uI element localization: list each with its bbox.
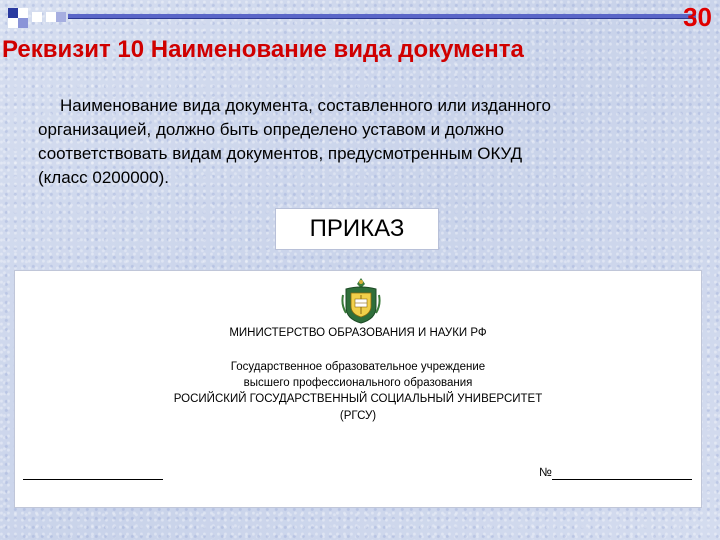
body-line: Наименование вида документа, составленного или изданного xyxy=(60,96,551,115)
accent-bar xyxy=(68,14,696,19)
institution-line: Государственное образовательное учреждение xyxy=(230,361,486,373)
corner-decoration xyxy=(8,8,68,28)
body-line: (класс 0200000). xyxy=(38,168,169,187)
number-field-line xyxy=(552,479,692,480)
institution-line: высшего профессионального образования xyxy=(243,377,473,389)
coat-of-arms-icon xyxy=(340,275,382,325)
body-paragraph xyxy=(38,94,658,190)
university-name: РОСИЙСКИЙ ГОСУДАРСТВЕННЫЙ СОЦИАЛЬНЫЙ УНИВЕРСИТЕТ xyxy=(173,393,543,405)
slide-number: 30 xyxy=(683,2,712,32)
university-abbreviation: (РГСУ) xyxy=(339,410,377,422)
slide-title: Реквизит 10 Наименование вида документа xyxy=(2,36,524,63)
body-line: организацией, должно быть определено уставом и должно xyxy=(38,120,504,139)
doc-type-label: ПРИКАЗ xyxy=(275,208,439,250)
date-field-line xyxy=(23,479,163,480)
number-label: № xyxy=(539,465,552,479)
body-line: соответствовать видам документов, предусмотренным ОКУД xyxy=(38,144,523,163)
document-blank xyxy=(14,270,702,508)
ministry-name: МИНИСТЕРСТВО ОБРАЗОВАНИЯ И НАУКИ РФ xyxy=(229,327,487,339)
